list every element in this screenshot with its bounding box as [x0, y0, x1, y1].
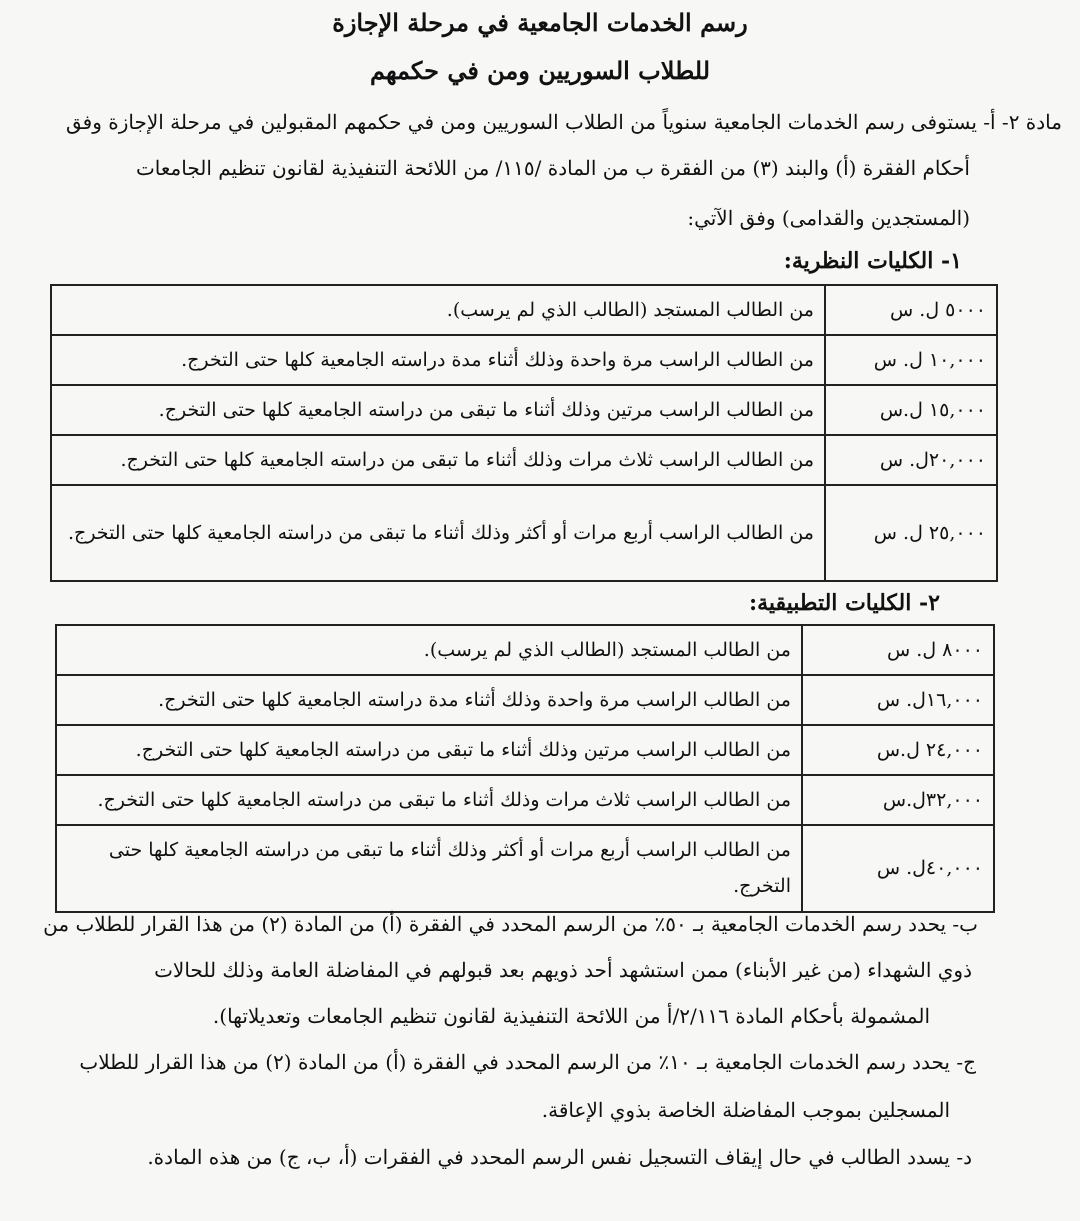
fee-description: من الطالب الراسب أربع مرات أو أكثر وذلك أثناء ما تبقى من دراسته الجامعية كلها حتى التخرج.: [56, 825, 802, 911]
intro-line-1: مادة ٢- أ- يستوفى رسم الخدمات الجامعية سنوياً من الطلاب السوريين ومن في حكمهم المقبولين في مرحلة الإجازة وفق: [65, 110, 1062, 134]
clause-c-line-2: المسجلين بموجب المفاضلة الخاصة بذوي الإعاقة.: [541, 1098, 950, 1122]
clause-d-line-1: د- يسدد الطالب في حال إيقاف التسجيل نفس الرسم المحدد في الفقرات (أ، ب، ج) من هذه المادة.: [147, 1145, 972, 1169]
document-subtitle: للطلاب السوريين ومن في حكمهم: [369, 56, 711, 85]
fee-description: من الطالب الراسب مرة واحدة وذلك أثناء مدة دراسته الجامعية كلها حتى التخرج.: [51, 335, 825, 385]
table-row: [51, 385, 997, 435]
fee-description: من الطالب الراسب مرتين وذلك أثناء ما تبقى من دراسته الجامعية كلها حتى التخرج.: [51, 385, 825, 435]
fee-description: من الطالب الراسب ثلاث مرات وذلك أثناء ما تبقى من دراسته الجامعية كلها حتى التخرج.: [56, 775, 802, 825]
fee-description: من الطالب الراسب مرتين وذلك أثناء ما تبقى من دراسته الجامعية كلها حتى التخرج.: [56, 725, 802, 775]
table-row: [51, 435, 997, 485]
fee-amount: ٣٢,٠٠٠ل.س: [802, 775, 994, 825]
fee-description: من الطالب الراسب مرة واحدة وذلك أثناء مدة دراسته الجامعية كلها حتى التخرج.: [56, 675, 802, 725]
fee-description: من الطالب المستجد (الطالب الذي لم يرسب).: [56, 625, 802, 675]
table-row: [56, 725, 994, 775]
table-row: [56, 775, 994, 825]
fee-amount: ٢٠,٠٠٠ل. س: [825, 435, 997, 485]
fee-description: من الطالب الراسب أربع مرات أو أكثر وذلك أثناء ما تبقى من دراسته الجامعية كلها حتى التخرج.: [51, 485, 825, 581]
table-row: [51, 285, 997, 335]
fee-description: من الطالب المستجد (الطالب الذي لم يرسب).: [51, 285, 825, 335]
clause-b-line-1: ب- يحدد رسم الخدمات الجامعية بـ ٥٠٪ من الرسم المحدد في الفقرة (أ) من المادة (٢) من هذا القرار للطلاب من: [43, 912, 978, 936]
table-row: [51, 335, 997, 385]
fee-amount: ١٥,٠٠٠ ل.س: [825, 385, 997, 435]
intro-line-2: أحكام الفقرة (أ) والبند (٣) من الفقرة ب من المادة /١١٥/ من اللائحة التنفيذية لقانون تنظيم الجامعات: [135, 156, 970, 180]
fee-amount: ١٦,٠٠٠ل. س: [802, 675, 994, 725]
table-row: [56, 675, 994, 725]
fee-amount: ٨٠٠٠ ل. س: [802, 625, 994, 675]
section-1-heading: ١- الكليات النظرية:: [783, 248, 962, 274]
section-2-heading: ٢- الكليات التطبيقية:: [748, 590, 940, 616]
section-2-fee-table: [55, 624, 995, 913]
clause-c-line-1: ج- يحدد رسم الخدمات الجامعية بـ ١٠٪ من الرسم المحدد في الفقرة (أ) من المادة (٢) من هذا القرار للطلاب: [79, 1050, 976, 1074]
document-title: رسم الخدمات الجامعية في مرحلة الإجازة: [332, 8, 748, 37]
fee-amount: ٤٠,٠٠٠ل. س: [802, 825, 994, 911]
fee-amount: ٢٤,٠٠٠ ل.س: [802, 725, 994, 775]
table-row: [56, 825, 994, 911]
section-1-fee-table: [50, 284, 998, 582]
fee-amount: ٥٠٠٠ ل. س: [825, 285, 997, 335]
table-row: [56, 625, 994, 675]
intro-line-3: (المستجدين والقدامى) وفق الآتي:: [687, 206, 970, 230]
table-row: [51, 485, 997, 581]
fee-amount: ١٠,٠٠٠ ل. س: [825, 335, 997, 385]
clause-b-line-2: ذوي الشهداء (من غير الأبناء) ممن استشهد أحد ذويهم بعد قبولهم في المفاضلة العامة وذلك للحالات: [154, 958, 972, 982]
fee-amount: ٢٥,٠٠٠ ل. س: [825, 485, 997, 581]
fee-description: من الطالب الراسب ثلاث مرات وذلك أثناء ما تبقى من دراسته الجامعية كلها حتى التخرج.: [51, 435, 825, 485]
clause-b-line-3: المشمولة بأحكام المادة ٢/١١٦/أ من اللائحة التنفيذية لقانون تنظيم الجامعات وتعديلاتها).: [212, 1004, 930, 1028]
